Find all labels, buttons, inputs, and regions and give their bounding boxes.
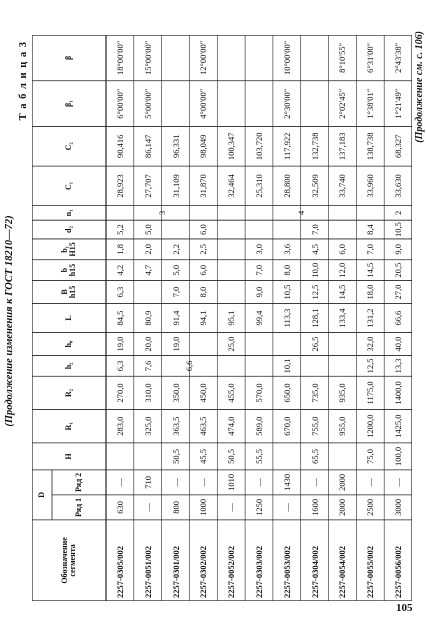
cell-R2: 735,0 bbox=[309, 383, 320, 403]
col-header-L: L bbox=[64, 315, 73, 321]
cell-H: 75,0 bbox=[365, 448, 376, 464]
cell-C1: 28,800 bbox=[281, 174, 292, 198]
cell-C1: 31,109 bbox=[170, 174, 181, 198]
cell-beta1: 2°30′00″ bbox=[281, 88, 292, 119]
cell-H: 100,0 bbox=[392, 446, 403, 466]
cell-B: 8,0 bbox=[198, 286, 209, 298]
cell-C2: 68,327 bbox=[392, 134, 403, 159]
cell-d1: 1250 bbox=[253, 498, 264, 516]
cell-b1: 9,0 bbox=[392, 244, 403, 255]
cell-h2: 12,5 bbox=[365, 358, 376, 374]
cell-beta1: 2°02′45″ bbox=[337, 88, 348, 119]
cell-d2: 2000 bbox=[337, 473, 348, 491]
merged-h2-value: 6,6 bbox=[184, 360, 195, 372]
segment-designation: 2257-0304/002 bbox=[309, 546, 320, 598]
cell-d2: — bbox=[114, 478, 125, 487]
cell-C1: 28,923 bbox=[114, 174, 125, 198]
cell-H: 50,5 bbox=[170, 448, 181, 464]
segment-designation: 2257-0051/002 bbox=[142, 546, 153, 598]
cell-L: 113,3 bbox=[281, 308, 292, 328]
merged-h0-value: 25,0 bbox=[225, 336, 236, 352]
cell-d1: 1600 bbox=[309, 498, 320, 516]
cell-C1: 32,509 bbox=[309, 174, 320, 198]
cell-C1: 25,310 bbox=[253, 174, 264, 198]
cell-R1: 363,5 bbox=[170, 416, 181, 436]
col-header-h2: h₂ bbox=[64, 362, 73, 370]
cell-dd: 8,4 bbox=[365, 224, 376, 235]
cell-d1: 1000 bbox=[198, 498, 209, 516]
cell-d1: 630 bbox=[114, 501, 125, 514]
cell-L: 131,2 bbox=[365, 308, 376, 328]
cell-dd: 5,2 bbox=[114, 224, 125, 235]
cell-R1: 1425,0 bbox=[392, 414, 403, 438]
cell-d2: 710 bbox=[142, 476, 153, 489]
cell-L: 80,9 bbox=[142, 310, 153, 326]
segment-designation: 2257-0053/002 bbox=[281, 546, 292, 598]
cell-B: 9,0 bbox=[253, 286, 264, 298]
table-label: Т а б л и ц а 3 bbox=[18, 41, 29, 121]
cell-b: 5,0 bbox=[170, 264, 181, 276]
merged-n-value-2: 4 bbox=[295, 210, 306, 216]
cell-R1: 1200,0 bbox=[365, 414, 376, 438]
cell-b1: 7,0 bbox=[365, 244, 376, 255]
table-grid-lines bbox=[32, 35, 412, 601]
col-header-row2: Ряд 2 bbox=[74, 472, 83, 492]
cell-R1: 474,0 bbox=[225, 416, 236, 436]
cell-d1: — bbox=[142, 503, 153, 512]
cell-d2: — bbox=[309, 478, 320, 487]
cell-beta1: 1°38′01″ bbox=[365, 88, 376, 119]
segment-designation: 2257-0302/002 bbox=[198, 546, 209, 598]
cell-h2: 10,1 bbox=[281, 358, 292, 374]
cell-C1: 33,960 bbox=[365, 174, 376, 198]
cell-d1: 2500 bbox=[365, 498, 376, 516]
cell-h0: 26,5 bbox=[309, 336, 320, 352]
data-table bbox=[32, 35, 412, 601]
cell-b1: 4,5 bbox=[309, 244, 320, 255]
cell-n: 2 bbox=[392, 210, 403, 216]
segment-designation: 2257-0056/002 bbox=[392, 546, 403, 598]
cell-R2: 350,0 bbox=[170, 383, 181, 403]
cell-C1: 33,740 bbox=[337, 174, 348, 198]
col-header-row1: Ряд 1 bbox=[74, 497, 83, 517]
col-header-b1: b₁ H15 bbox=[60, 242, 77, 257]
cell-beta: 10°00′00″ bbox=[281, 40, 292, 76]
cell-beta1: 4°00′00″ bbox=[198, 88, 209, 119]
cell-b: 4,2 bbox=[114, 264, 125, 276]
col-header-H: H bbox=[64, 453, 73, 460]
cell-C2: 138,738 bbox=[365, 132, 376, 161]
cell-b1: 3,6 bbox=[281, 244, 292, 255]
cell-B: 18,0 bbox=[365, 284, 376, 300]
cell-R1: 283,0 bbox=[114, 416, 125, 436]
cell-R1: 589,0 bbox=[253, 416, 264, 436]
segment-designation: 2257-0052/002 bbox=[225, 546, 236, 598]
cell-dd: 5,0 bbox=[142, 224, 153, 235]
cell-d1: 2000 bbox=[337, 498, 348, 516]
col-header-C1: C₁ bbox=[64, 181, 73, 190]
cell-b: 6,0 bbox=[198, 264, 209, 276]
merged-B-value: 6,3 bbox=[114, 286, 125, 298]
segment-designation: 2257-0301/002 bbox=[170, 546, 181, 598]
cell-b: 12,0 bbox=[337, 262, 348, 278]
cell-d2: 1430 bbox=[281, 473, 292, 491]
merged-h0-value-2: 19,0 bbox=[170, 336, 181, 352]
col-header-R2: R₂ bbox=[64, 388, 73, 398]
cell-d2: 1010 bbox=[225, 473, 236, 491]
cell-C2: 117,922 bbox=[281, 132, 292, 160]
cell-d1: — bbox=[281, 503, 292, 512]
cell-C1: 31,870 bbox=[198, 174, 209, 198]
cell-R1: 325,0 bbox=[142, 416, 153, 436]
cell-R2: 270,0 bbox=[114, 383, 125, 403]
cell-h2: 7,6 bbox=[142, 360, 153, 372]
col-header-B: B h15 bbox=[60, 285, 77, 299]
cell-b1: 2,5 bbox=[198, 244, 209, 255]
document-title: (Продолжение изменения к ГОСТ 18210—72) bbox=[4, 215, 15, 427]
col-header-beta: β bbox=[64, 55, 73, 61]
col-header-d2: d₂ bbox=[64, 226, 73, 233]
cell-B: 10,5 bbox=[281, 284, 292, 300]
cell-h2: 13,3 bbox=[392, 358, 403, 374]
cell-beta: 8°10′55″ bbox=[337, 42, 348, 73]
cell-H: 45,5 bbox=[198, 448, 209, 464]
segment-designation: 2257-0305/002 bbox=[114, 546, 125, 598]
cell-d1: — bbox=[225, 503, 236, 512]
cell-R2: 570,0 bbox=[253, 383, 264, 403]
cell-C1: 27,707 bbox=[142, 174, 153, 198]
cell-L: 99,4 bbox=[253, 310, 264, 326]
col-header-n1: n₁ bbox=[64, 209, 73, 217]
cell-R2: 450,0 bbox=[198, 383, 209, 403]
cell-R1: 955,0 bbox=[337, 416, 348, 436]
cell-b1: 6,0 bbox=[337, 244, 348, 255]
segment-designation: 2257-0054/002 bbox=[337, 546, 348, 598]
cell-B: 27,0 bbox=[392, 284, 403, 300]
cell-L: 94,1 bbox=[198, 310, 209, 326]
page-number: 105 bbox=[396, 602, 413, 614]
cell-C1: 33,630 bbox=[392, 174, 403, 198]
cell-b1: 1,8 bbox=[114, 244, 125, 255]
cell-h0: 32,0 bbox=[365, 336, 376, 352]
cell-L: 128,1 bbox=[309, 308, 320, 328]
cell-beta1: 5°00′00″ bbox=[142, 88, 153, 119]
cell-R2: 650,0 bbox=[281, 383, 292, 403]
cell-d2: — bbox=[253, 478, 264, 487]
cell-R1: 463,5 bbox=[198, 416, 209, 436]
cell-C2: 137,183 bbox=[337, 132, 348, 161]
cell-b: 8,0 bbox=[281, 264, 292, 276]
col-header-designation: Обозначение сегмента bbox=[60, 537, 77, 584]
cell-C2: 86,147 bbox=[142, 134, 153, 159]
cell-d2: — bbox=[365, 478, 376, 487]
cell-beta1: 6°00′00″ bbox=[114, 88, 125, 119]
cell-R1: 755,0 bbox=[309, 416, 320, 436]
col-header-D: D bbox=[37, 491, 46, 498]
cell-R2: 935,0 bbox=[337, 383, 348, 403]
cell-beta1: 1°21′49″ bbox=[392, 88, 403, 119]
cell-dd: 10,5 bbox=[392, 222, 403, 237]
cell-dd: 7,0 bbox=[309, 224, 320, 235]
cell-C2: 98,049 bbox=[198, 134, 209, 159]
cell-b1: 3,0 bbox=[253, 244, 264, 255]
cell-R1: 670,0 bbox=[281, 416, 292, 436]
cell-L: 95,1 bbox=[225, 310, 236, 326]
cell-b1: 2,0 bbox=[142, 244, 153, 255]
cell-C2: 100,347 bbox=[225, 132, 236, 161]
cell-H: 65,5 bbox=[309, 448, 320, 464]
continuation-note: (Продолжение см. с. 106) bbox=[414, 31, 425, 143]
segment-designation: 2257-0055/002 bbox=[365, 546, 376, 598]
cell-d2: — bbox=[392, 478, 403, 487]
col-header-b: b h15 bbox=[60, 263, 77, 277]
cell-b: 14,5 bbox=[365, 262, 376, 278]
cell-R2: 1400,0 bbox=[392, 381, 403, 405]
cell-d2: — bbox=[198, 478, 209, 487]
col-header-C2: C₂ bbox=[64, 142, 73, 151]
cell-C2: 132,738 bbox=[309, 132, 320, 161]
cell-dd: 6,0 bbox=[198, 224, 209, 235]
cell-beta: 2°43′38″ bbox=[392, 42, 403, 73]
cell-R2: 310,0 bbox=[142, 383, 153, 403]
cell-b: 4,7 bbox=[142, 264, 153, 276]
cell-C1: 32,464 bbox=[225, 174, 236, 198]
cell-h0: 19,0 bbox=[114, 336, 125, 352]
cell-L: 133,4 bbox=[337, 308, 348, 328]
cell-beta: 15°00′00″ bbox=[142, 40, 153, 76]
cell-B: 12,5 bbox=[309, 284, 320, 300]
cell-d2: — bbox=[170, 478, 181, 487]
cell-h2: 6,3 bbox=[114, 360, 125, 372]
cell-h0: 40,0 bbox=[392, 336, 403, 352]
cell-H: 50,5 bbox=[225, 448, 236, 464]
cell-C2: 90,416 bbox=[114, 134, 125, 159]
col-header-beta1: β₁ bbox=[64, 100, 73, 107]
cell-b: 20,5 bbox=[392, 262, 403, 278]
segment-designation: 2257-0303/002 bbox=[253, 546, 264, 598]
cell-b1: 2,2 bbox=[170, 244, 181, 255]
cell-d1: 800 bbox=[170, 501, 181, 514]
cell-d1: 3000 bbox=[392, 498, 403, 516]
cell-L: 84,5 bbox=[114, 310, 125, 326]
cell-L: 66,6 bbox=[392, 310, 403, 326]
cell-R2: 455,0 bbox=[225, 383, 236, 403]
cell-beta: 12°00′00″ bbox=[198, 40, 209, 76]
cell-H: 55,5 bbox=[253, 448, 264, 464]
cell-B: 7,0 bbox=[170, 286, 181, 298]
cell-b: 7,0 bbox=[253, 264, 264, 276]
cell-C2: 103,720 bbox=[253, 132, 264, 161]
cell-beta: 18°00′00″ bbox=[114, 40, 125, 76]
merged-n-value: 3 bbox=[156, 210, 167, 216]
col-header-h0: h₀ bbox=[64, 340, 73, 348]
cell-R2: 1175,0 bbox=[365, 381, 376, 405]
col-header-R1: R₁ bbox=[64, 422, 73, 431]
cell-b: 10,0 bbox=[309, 262, 320, 278]
cell-L: 91,4 bbox=[170, 310, 181, 326]
cell-B: 14,5 bbox=[337, 284, 348, 300]
cell-beta: 6°31′00″ bbox=[365, 42, 376, 73]
cell-C2: 96,331 bbox=[170, 134, 181, 159]
cell-h0: 20,0 bbox=[142, 336, 153, 352]
